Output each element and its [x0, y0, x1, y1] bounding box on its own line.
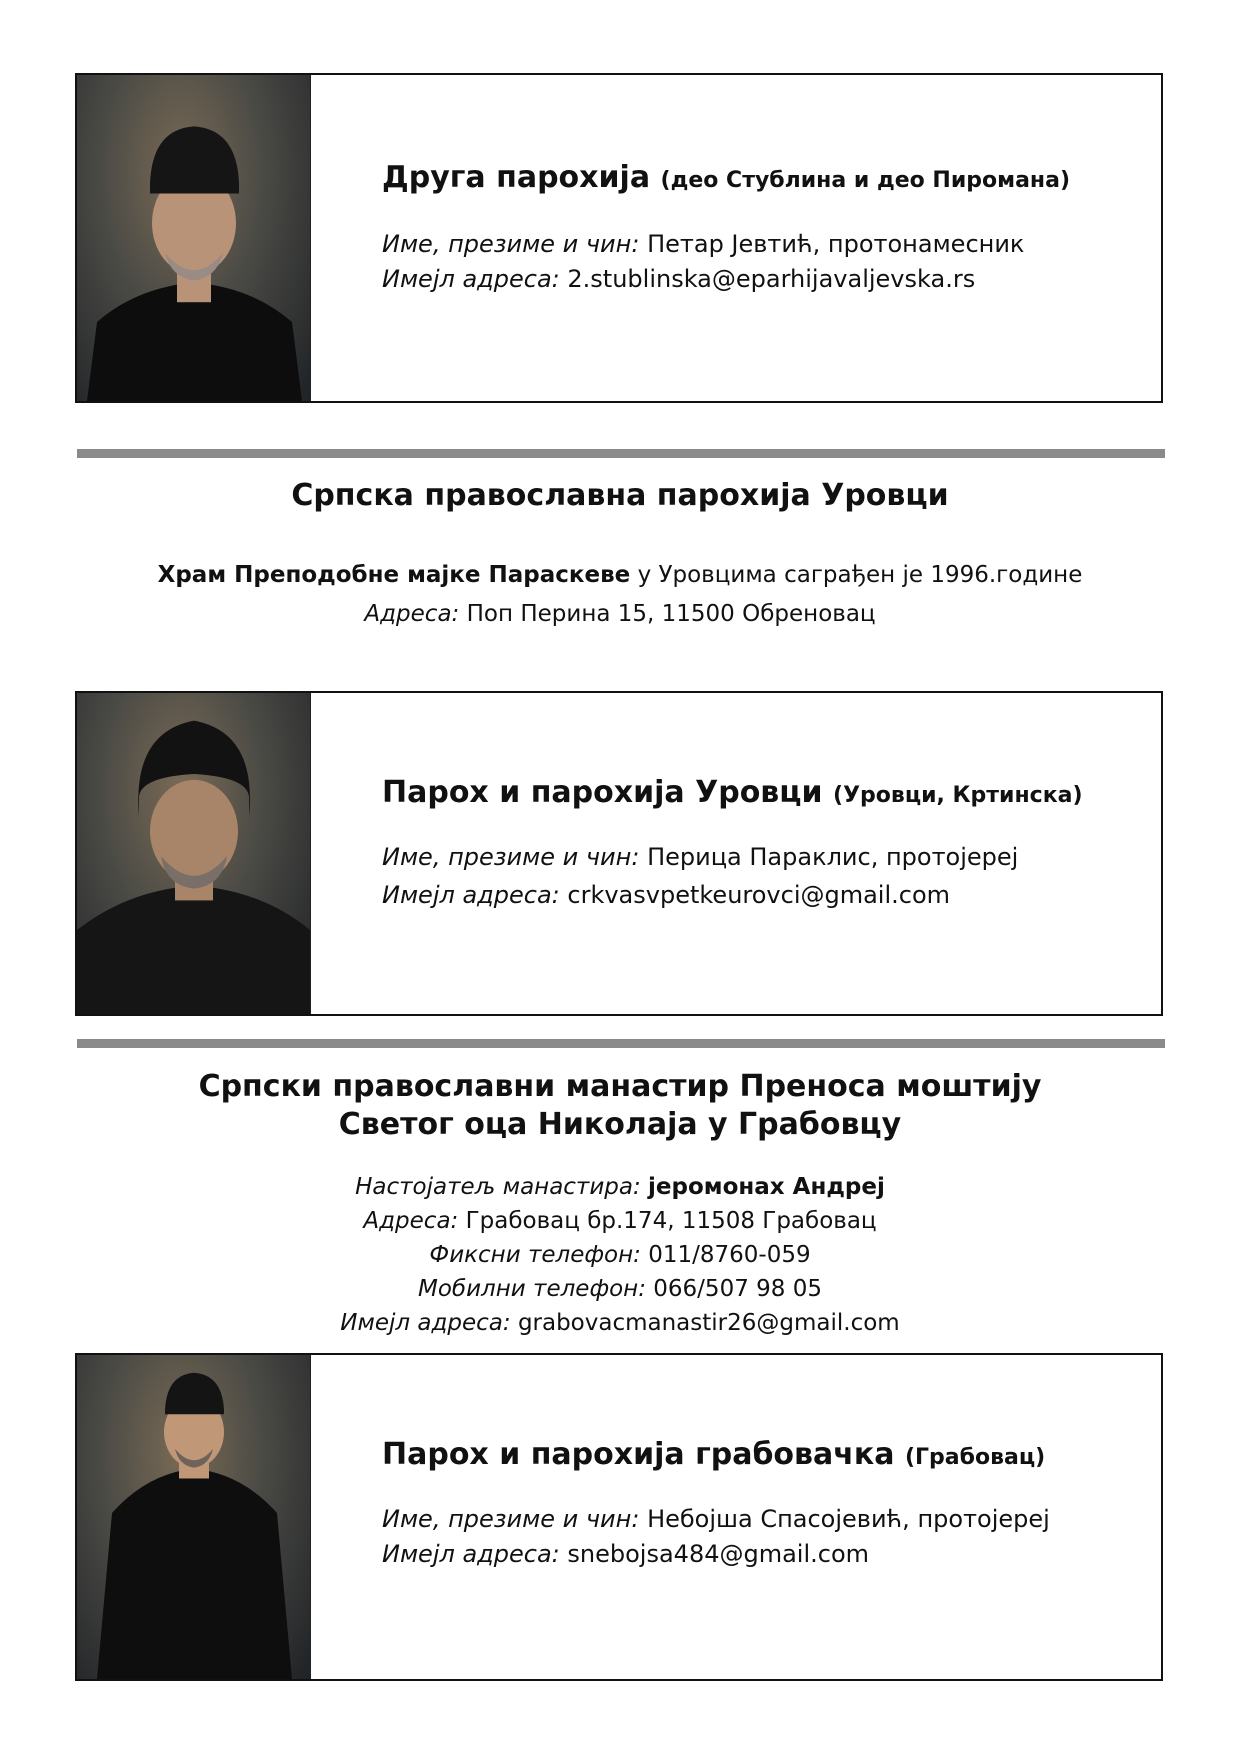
- card-title: Парох и парохија грабовачка (Грабовац): [382, 1437, 1046, 1472]
- email-link[interactable]: grabovacmanastir26@gmail.com: [517, 1310, 900, 1336]
- priest-card-1: [75, 73, 1163, 403]
- name-line: Име, презиме и чин: Небојша Спасојевић, протојереј: [382, 1505, 1050, 1533]
- priest-photo-3: [77, 1355, 311, 1679]
- monastery-info: Настојатељ манастира: јеромонах Андреј Адреса: Грабовац бр.174, 11508 Грабовац Фиксни телефон: 011/8760-059 Мобилни телефон: 066/507 98 05 Имејл адреса: grabovacmanastir26@gmail.com: [340, 1174, 900, 1336]
- card-title: Парох и парохија Уровци (Уровци, Кртинска): [382, 775, 1083, 810]
- priest-card-3: [75, 1353, 1163, 1681]
- name-line: Име, презиме и чин: Петар Јевтић, протонамесник: [382, 230, 1025, 258]
- temple-line: Храм Преподобне мајке Параскеве у Уровцима саграђен је 1996.године: [157, 562, 1083, 588]
- section-divider: [77, 449, 1165, 458]
- section-heading-monastery: Српски православни манастир Преноса моштију Светог оца Николаја у Грабовцу: [198, 1069, 1042, 1142]
- card-title: Друга парохија (део Стублина и део Пиромана): [382, 160, 1071, 195]
- email-line: Имејл адреса: 2.stublinska@eparhijavaljevska.rs: [382, 265, 976, 293]
- email-line: Имејл адреса: crkvasvpetkeurovci@gmail.com: [382, 881, 951, 909]
- priest-card-2: [75, 691, 1163, 1016]
- email-link[interactable]: snebojsa484@gmail.com: [567, 1540, 870, 1568]
- email-line: Имејл адреса: snebojsa484@gmail.com: [382, 1540, 870, 1568]
- section-heading-urovci: Српска православна парохија Уровци: [291, 478, 949, 513]
- address-line: Адреса: Поп Перина 15, 11500 Обреновац: [364, 601, 876, 627]
- name-line: Име, презиме и чин: Перица Параклис, протојереј: [382, 843, 1019, 871]
- email-link[interactable]: 2.stublinska@eparhijavaljevska.rs: [567, 265, 976, 293]
- priest-photo-1: [77, 75, 311, 401]
- section-divider: [77, 1039, 1165, 1048]
- priest-photo-2: [77, 693, 311, 1014]
- email-link[interactable]: crkvasvpetkeurovci@gmail.com: [567, 881, 951, 909]
